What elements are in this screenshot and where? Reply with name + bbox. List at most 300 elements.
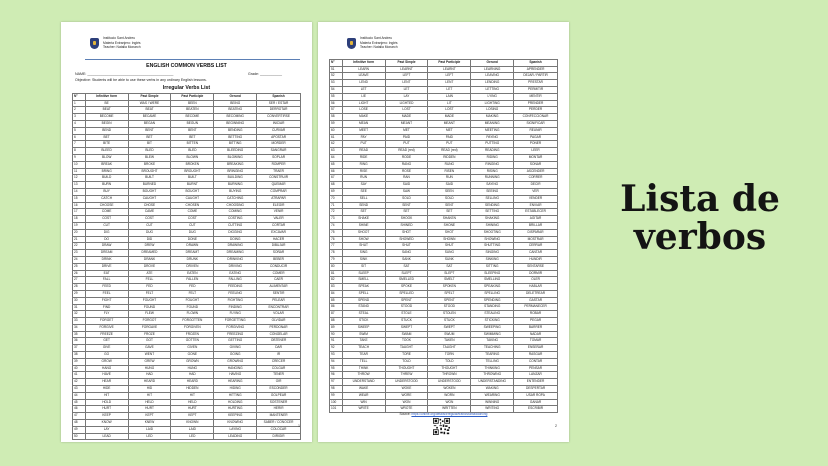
table-cell: BEATEN [170,107,213,113]
table-cell: WOKE [385,386,428,392]
table-cell: LIGHTED [385,101,428,107]
table-cell: 85 [329,298,342,304]
table-cell: FORGAVE [128,325,171,331]
table-cell: 29 [72,291,85,297]
table-cell: SHOWN [427,237,470,243]
table-row [329,182,558,189]
table-cell: LOSE [342,107,385,113]
table-cell: LIT [427,101,470,107]
table-cell: OBTENER [256,338,301,344]
table-cell: SPENDING [470,298,513,304]
table-cell: SANG [385,250,428,256]
table-cell: RIDE [342,155,385,161]
table-cell: TEACH [342,345,385,351]
table-cell: 5 [72,128,85,134]
table-cell: BREAK [85,162,128,168]
table-row [329,80,558,87]
table-cell: REUNIR [513,128,558,134]
table-cell: 77 [329,243,342,249]
table-cell: LEAVE [342,73,385,79]
table-row [72,169,301,176]
table-cell: CHOOSE [85,203,128,209]
table-cell: STEALING [470,311,513,317]
verbs-table [72,93,301,440]
table-row [72,237,301,244]
table-cell: WIN [342,400,385,406]
page-number: 1 [298,424,300,428]
table-cell: LYING [470,94,513,100]
table-cell: 52 [329,73,342,79]
table-cell: SPELT [427,291,470,297]
table-cell: CHOOSING [213,203,256,209]
table-cell: TAKING [470,338,513,344]
table-cell: GOT [128,338,171,344]
table-cell: SENTIR [256,291,301,297]
table-cell: SHINED [385,223,428,229]
table-cell: HELD [170,400,213,406]
table-cell: 36 [72,338,85,344]
table-cell: SPOKE [385,284,428,290]
table-cell: BECOME [85,114,128,120]
table-cell: SPENT [427,298,470,304]
table-row [329,73,558,80]
table-cell: STEAL [342,311,385,317]
table-cell: STANDING [470,304,513,310]
table-cell: SENT [385,203,428,209]
table-cell: LEARNT [427,67,470,73]
table-cell: COMING [213,209,256,215]
table-cell: UNDERSTOOD [385,379,428,385]
table-cell: FEELING [213,291,256,297]
table-row [72,277,301,284]
table-cell: ENCONTRAR [256,305,301,311]
table-cell: LOST [385,107,428,113]
table-cell: GAVE [128,345,171,351]
table-cell: 33 [72,318,85,324]
table-cell: HABLAR [513,284,558,290]
table-cell: PERMITIR [513,87,558,93]
source-link[interactable]: https://online.org/details/irregular/trabicsturbaddon/ing [411,412,488,416]
table-cell: RISEN [427,169,470,175]
table-row [329,311,558,318]
table-cell: DO [85,237,128,243]
table-row [329,216,558,223]
table-cell: APOSTAR [256,135,301,141]
table-cell: DONE [170,237,213,243]
table-cell: SHUT [385,243,428,249]
table-cell: RUNNING [470,175,513,181]
table-row [72,413,301,420]
table-cell: TOLD [427,359,470,365]
table-cell: 70 [329,196,342,202]
table-cell: SITTING [470,264,513,270]
table-cell: FALLING [213,277,256,283]
table-cell: SLEPT [427,271,470,277]
table-cell: BITTING [213,141,256,147]
table-cell: 68 [329,182,342,188]
table-cell: SHOOK [385,216,428,222]
table-cell: PUT [385,141,428,147]
table-cell: READ (red) [385,148,428,154]
table-row [329,196,558,203]
table-cell: RIDDEN [427,155,470,161]
table-cell: TEAR [342,352,385,358]
table-cell: TEARING [470,352,513,358]
qr-code-icon[interactable] [433,418,450,435]
table-cell: BET [128,135,171,141]
table-cell: BUILT [128,175,171,181]
table-cell: FEEL [85,291,128,297]
table-cell: SWIM [342,332,385,338]
table-cell: WON [427,400,470,406]
table-cell: CONDUCIR [256,264,301,270]
table-cell: SAT [385,264,428,270]
table-row [72,162,301,169]
table-cell: SAW [385,189,428,195]
table-cell: WAS / WERE [128,101,171,107]
table-row [72,203,301,210]
table-row [72,420,301,427]
table-row [329,332,558,339]
table-row [72,243,301,250]
table-cell: BENT [128,128,171,134]
table-cell: PRESTAR [513,80,558,86]
table-cell: OLVIDAR [256,318,301,324]
table-cell: SHOW [342,237,385,243]
table-cell: 71 [329,203,342,209]
table-cell: EATING [213,271,256,277]
table-cell: 2 [72,107,85,113]
table-row [72,141,301,148]
table-cell: SEND [342,203,385,209]
table-cell: PONER [513,141,558,147]
table-cell: THREW [385,372,428,378]
table-cell: DREAMT [170,250,213,256]
table-row [72,155,301,162]
table-row [329,379,558,386]
table-cell: WRITTEN [427,406,470,412]
table-cell: LANZAR [513,372,558,378]
table-row [72,121,301,128]
worksheet-page-2 [318,22,569,442]
table-cell: HIT [85,393,128,399]
table-row [329,162,558,169]
table-cell: LENT [385,80,428,86]
table-cell: SLEPT [385,271,428,277]
table-cell: SPEND [342,298,385,304]
table-cell: SIGNIFICAR [513,121,558,127]
table-cell: 95 [329,366,342,372]
table-row [329,87,558,94]
table-cell: 11 [72,169,85,175]
table-cell: EXCAVAR [256,230,301,236]
table-cell: 72 [329,209,342,215]
table-header-cell: N° [72,94,85,100]
table-cell: HAVE [85,372,128,378]
table-row [72,352,301,359]
table-cell: BET [170,135,213,141]
table-row [72,298,301,305]
table-cell: 12 [72,175,85,181]
table-cell: SHINING [470,223,513,229]
table-cell: 14 [72,189,85,195]
table-cell: DIGGING [213,230,256,236]
table-cell: CAER [256,277,301,283]
table-cell: BUY [85,189,128,195]
table-cell: KNOW [85,420,128,426]
table-cell: FALL [85,277,128,283]
table-cell: HUNDIR [513,257,558,263]
table-cell: STUCK [427,318,470,324]
table-cell: STOOD [427,304,470,310]
table-cell: 13 [72,182,85,188]
table-cell: BECOME [170,114,213,120]
table-cell: HAVING [213,372,256,378]
table-cell: WON [385,400,428,406]
table-cell: 47 [72,413,85,419]
table-cell: 32 [72,311,85,317]
table-cell: SINK [342,257,385,263]
table-cell: SMELLED [385,277,428,283]
table-row [72,148,301,155]
table-cell: SETTING [470,209,513,215]
table-cell: SINGING [470,250,513,256]
table-cell: 53 [329,80,342,86]
table-cell: CORRER [513,175,558,181]
table-cell: 44 [72,393,85,399]
table-cell: HOLDING [213,400,256,406]
table-cell: SPOKEN [427,284,470,290]
table-cell: CATCHING [213,196,256,202]
table-cell: GASTAR [513,298,558,304]
table-cell: DECIR [513,182,558,188]
table-cell: 20 [72,230,85,236]
table-cell: BEAT [85,107,128,113]
table-cell: 21 [72,237,85,243]
table-cell: GONE [170,352,213,358]
table-cell: BIT [128,141,171,147]
table-cell: BURNED [128,182,171,188]
table-cell: HELD [128,400,171,406]
table-cell: LET [342,87,385,93]
table-cell: BROUGHT [170,169,213,175]
table-cell: SANK [385,257,428,263]
slide-caption: Lista de verbos [620,178,780,258]
table-cell: 54 [329,87,342,93]
table-cell: LEAD [85,434,128,440]
table-cell: BREAKING [213,162,256,168]
table-cell: GET [85,338,128,344]
table-row [72,284,301,291]
table-row [329,155,558,162]
table-cell: SOSTENER [256,400,301,406]
table-cell: 9 [72,155,85,161]
table-row [329,372,558,379]
table-cell: MEANT [385,121,428,127]
table-row [72,338,301,345]
table-cell: MEANING [470,121,513,127]
table-cell: 86 [329,304,342,310]
table-cell: 51 [329,67,342,73]
table-cell: 24 [72,257,85,263]
table-cell: LIGHT [342,101,385,107]
table-cell: THOUGHT [427,366,470,372]
table-cell: DRAWING [213,243,256,249]
table-row [72,291,301,298]
table-cell: TORN [427,352,470,358]
table-cell: LAID [128,427,171,433]
table-cell: 45 [72,400,85,406]
table-cell: ROBAR [513,311,558,317]
table-cell: FEEDING [213,284,256,290]
table-cell: BET [85,135,128,141]
table-cell: DID [128,237,171,243]
table-cell: WRITING [470,406,513,412]
table-cell: FORGET [85,318,128,324]
table-cell: GIVE [85,345,128,351]
table-cell: 31 [72,305,85,311]
table-cell: SOLD [385,196,428,202]
table-row [329,338,558,345]
table-cell: SWUM [427,332,470,338]
table-cell: MEAN [342,121,385,127]
table-cell: CAUGHT [170,196,213,202]
table-cell: VALER [256,216,301,222]
table-title: Irregular Verbs List [162,85,211,91]
table-cell: BROKEN [170,162,213,168]
table-cell: 8 [72,148,85,154]
table-cell: FOUGHT [128,298,171,304]
table-cell: 64 [329,155,342,161]
table-row [329,67,558,74]
table-cell: FORGIVING [213,325,256,331]
table-cell: ROSE [385,169,428,175]
table-cell: FED [128,284,171,290]
table-cell: ROMPER [256,162,301,168]
table-cell: 35 [72,332,85,338]
table-row [72,223,301,230]
table-cell: CUT [128,223,171,229]
table-cell: SET [427,209,470,215]
table-cell: LET [427,87,470,93]
table-cell: KNOWN [170,420,213,426]
table-cell: BUILD [85,175,128,181]
table-cell: DROVE [128,264,171,270]
table-cell: APRENDER [513,67,558,73]
table-cell: HEARD [170,379,213,385]
table-cell: MANTENER [256,413,301,419]
table-cell: 4 [72,121,85,127]
table-cell: FROZE [128,332,171,338]
table-cell: DRIVE [85,264,128,270]
table-row [72,359,301,366]
table-cell: 60 [329,128,342,134]
table-cell: SELL [342,196,385,202]
table-cell: GREW [128,359,171,365]
table-cell: 16 [72,203,85,209]
table-cell: 74 [329,223,342,229]
table-cell: GIVING [213,345,256,351]
table-row [72,400,301,407]
table-cell: PAYING [470,135,513,141]
table-cell: FED [170,284,213,290]
table-cell: 91 [329,338,342,344]
table-cell: BE [85,101,128,107]
table-cell: BITTEN [170,141,213,147]
table-cell: SUNK [427,257,470,263]
table-cell: WINNING [470,400,513,406]
table-cell: QUEMAR [256,182,301,188]
table-row [329,223,558,230]
table-cell: FELT [170,291,213,297]
table-cell: SHOWING [470,237,513,243]
table-cell: HANGING [213,366,256,372]
table-cell: SPELLED [385,291,428,297]
table-cell: TELLING [470,359,513,365]
table-cell: FOUND [170,305,213,311]
table-cell: GROW [85,359,128,365]
table-cell: GANAR [513,400,558,406]
table-row [72,182,301,189]
table-cell: MET [427,128,470,134]
table-cell: WEARING [470,393,513,399]
table-cell: CATCH [85,196,128,202]
table-cell: STOLE [385,311,428,317]
table-cell: PUT [342,141,385,147]
table-row [329,169,558,176]
table-row [329,101,558,108]
table-cell: BUYING [213,189,256,195]
table-cell: BLED [170,148,213,154]
header-divider [85,59,300,60]
table-cell: CAME [128,209,171,215]
table-cell: SEEN [427,189,470,195]
table-header-cell: Gerund [213,94,256,100]
table-row [72,345,301,352]
table-cell: COME [170,209,213,215]
table-cell: STOLEN [427,311,470,317]
table-cell: 26 [72,271,85,277]
table-cell: 61 [329,135,342,141]
table-cell: TAUGHT [385,345,428,351]
table-cell: SPENT [385,298,428,304]
header-line: Teacher: Natalia Monarch [360,45,398,49]
table-cell: HEARD [128,379,171,385]
table-cell: BARRER [513,325,558,331]
table-cell: BOUGHT [170,189,213,195]
table-cell: SHONE [427,223,470,229]
table-cell: BROKE [128,162,171,168]
table-cell: FREEZING [213,332,256,338]
table-cell: SAID [385,182,428,188]
table-cell: PERDER [513,107,558,113]
objective-text: Objective: Students will be able to use these verbs in any ordinary English lessons. [75,78,207,82]
table-cell: WORN [427,393,470,399]
table-cell: HIT [170,393,213,399]
table-row [72,325,301,332]
table-cell: HERIR [256,406,301,412]
table-row [329,121,558,128]
table-cell: FIGHT [85,298,128,304]
table-cell: TOLD [385,359,428,365]
table-cell: FIND [85,305,128,311]
table-cell: 84 [329,291,342,297]
table-cell: BEBER [256,257,301,263]
table-cell: CUTTING [213,223,256,229]
table-cell: THINKING [470,366,513,372]
table-cell: STUCK [385,318,428,324]
table-cell: MADE [427,114,470,120]
